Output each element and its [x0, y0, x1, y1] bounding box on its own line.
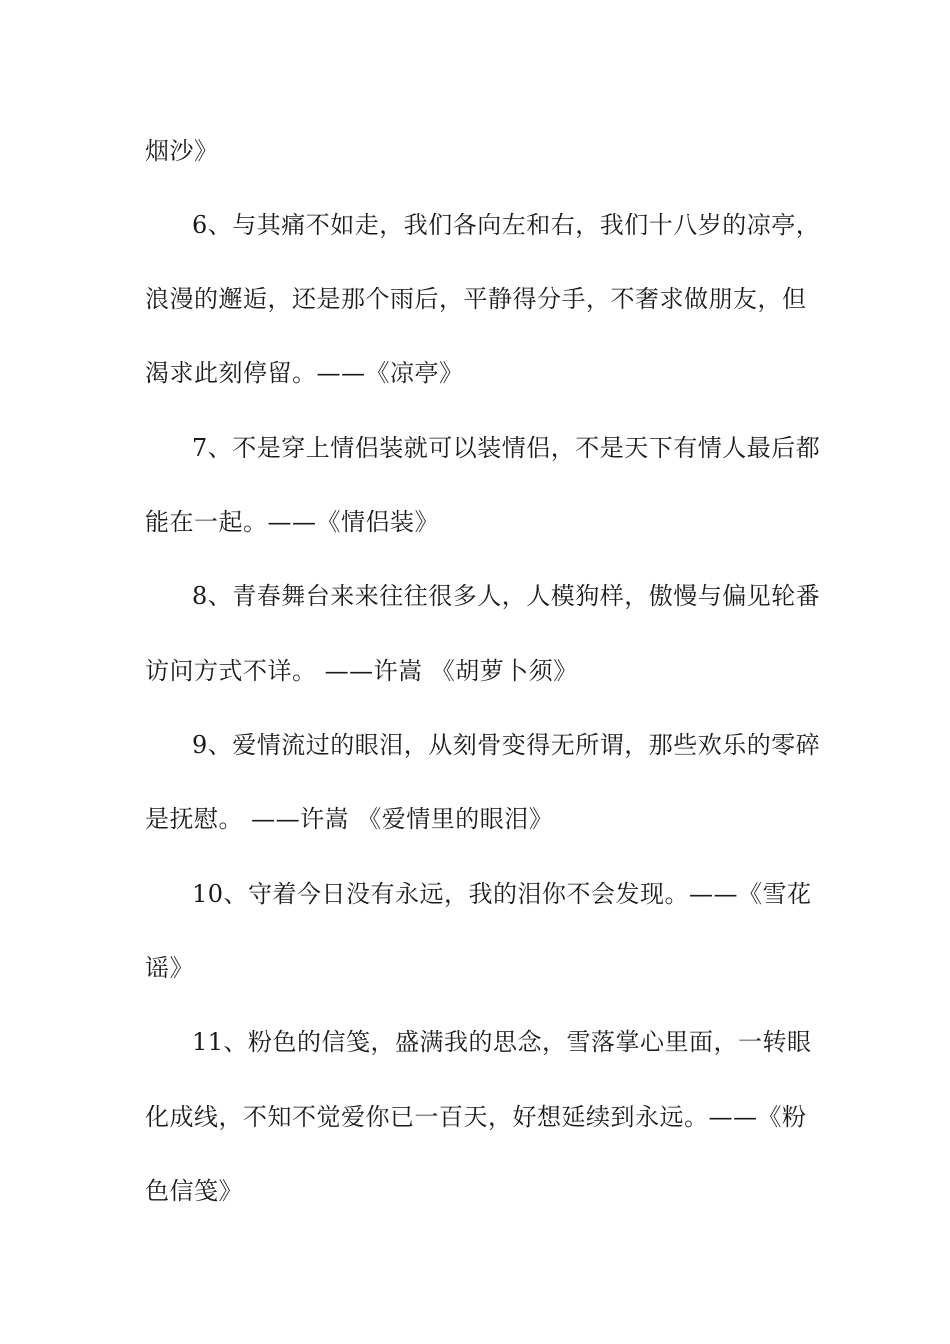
text-line: 烟沙》	[145, 137, 219, 165]
text-line: 8、青春舞台来来往往很多人，人模狗样，傲慢与偏见轮番	[192, 582, 821, 610]
text-line: 7、不是穿上情侣装就可以装情侣，不是天下有情人最后都	[192, 434, 821, 462]
text-line: 是抚慰。 ——许嵩 《爱情里的眼泪》	[145, 805, 554, 833]
text-line: 访问方式不详。 ——许嵩 《胡萝卜须》	[145, 657, 578, 685]
text-line: 谣》	[145, 954, 194, 982]
text-line: 渴求此刻停留。——《凉亭》	[145, 359, 464, 387]
text-line: 能在一起。——《情侣装》	[145, 508, 439, 536]
text-line: 9、爱情流过的眼泪，从刻骨变得无所谓，那些欢乐的零碎	[192, 731, 821, 759]
text-line: 6、与其痛不如走，我们各向左和右，我们十八岁的凉亭，	[192, 211, 821, 239]
text-line: 浪漫的邂逅，还是那个雨后，平静得分手，不奢求做朋友，但	[145, 285, 807, 313]
text-line: 化成线，不知不觉爱你已一百天，好想延续到永远。——《粉	[145, 1103, 807, 1131]
text-line: 10、守着今日没有永远，我的泪你不会发现。——《雪花	[192, 880, 812, 908]
text-line: 色信笺》	[145, 1177, 243, 1205]
text-line: 11、粉色的信笺，盛满我的思念，雪落掌心里面，一转眼	[192, 1028, 812, 1056]
